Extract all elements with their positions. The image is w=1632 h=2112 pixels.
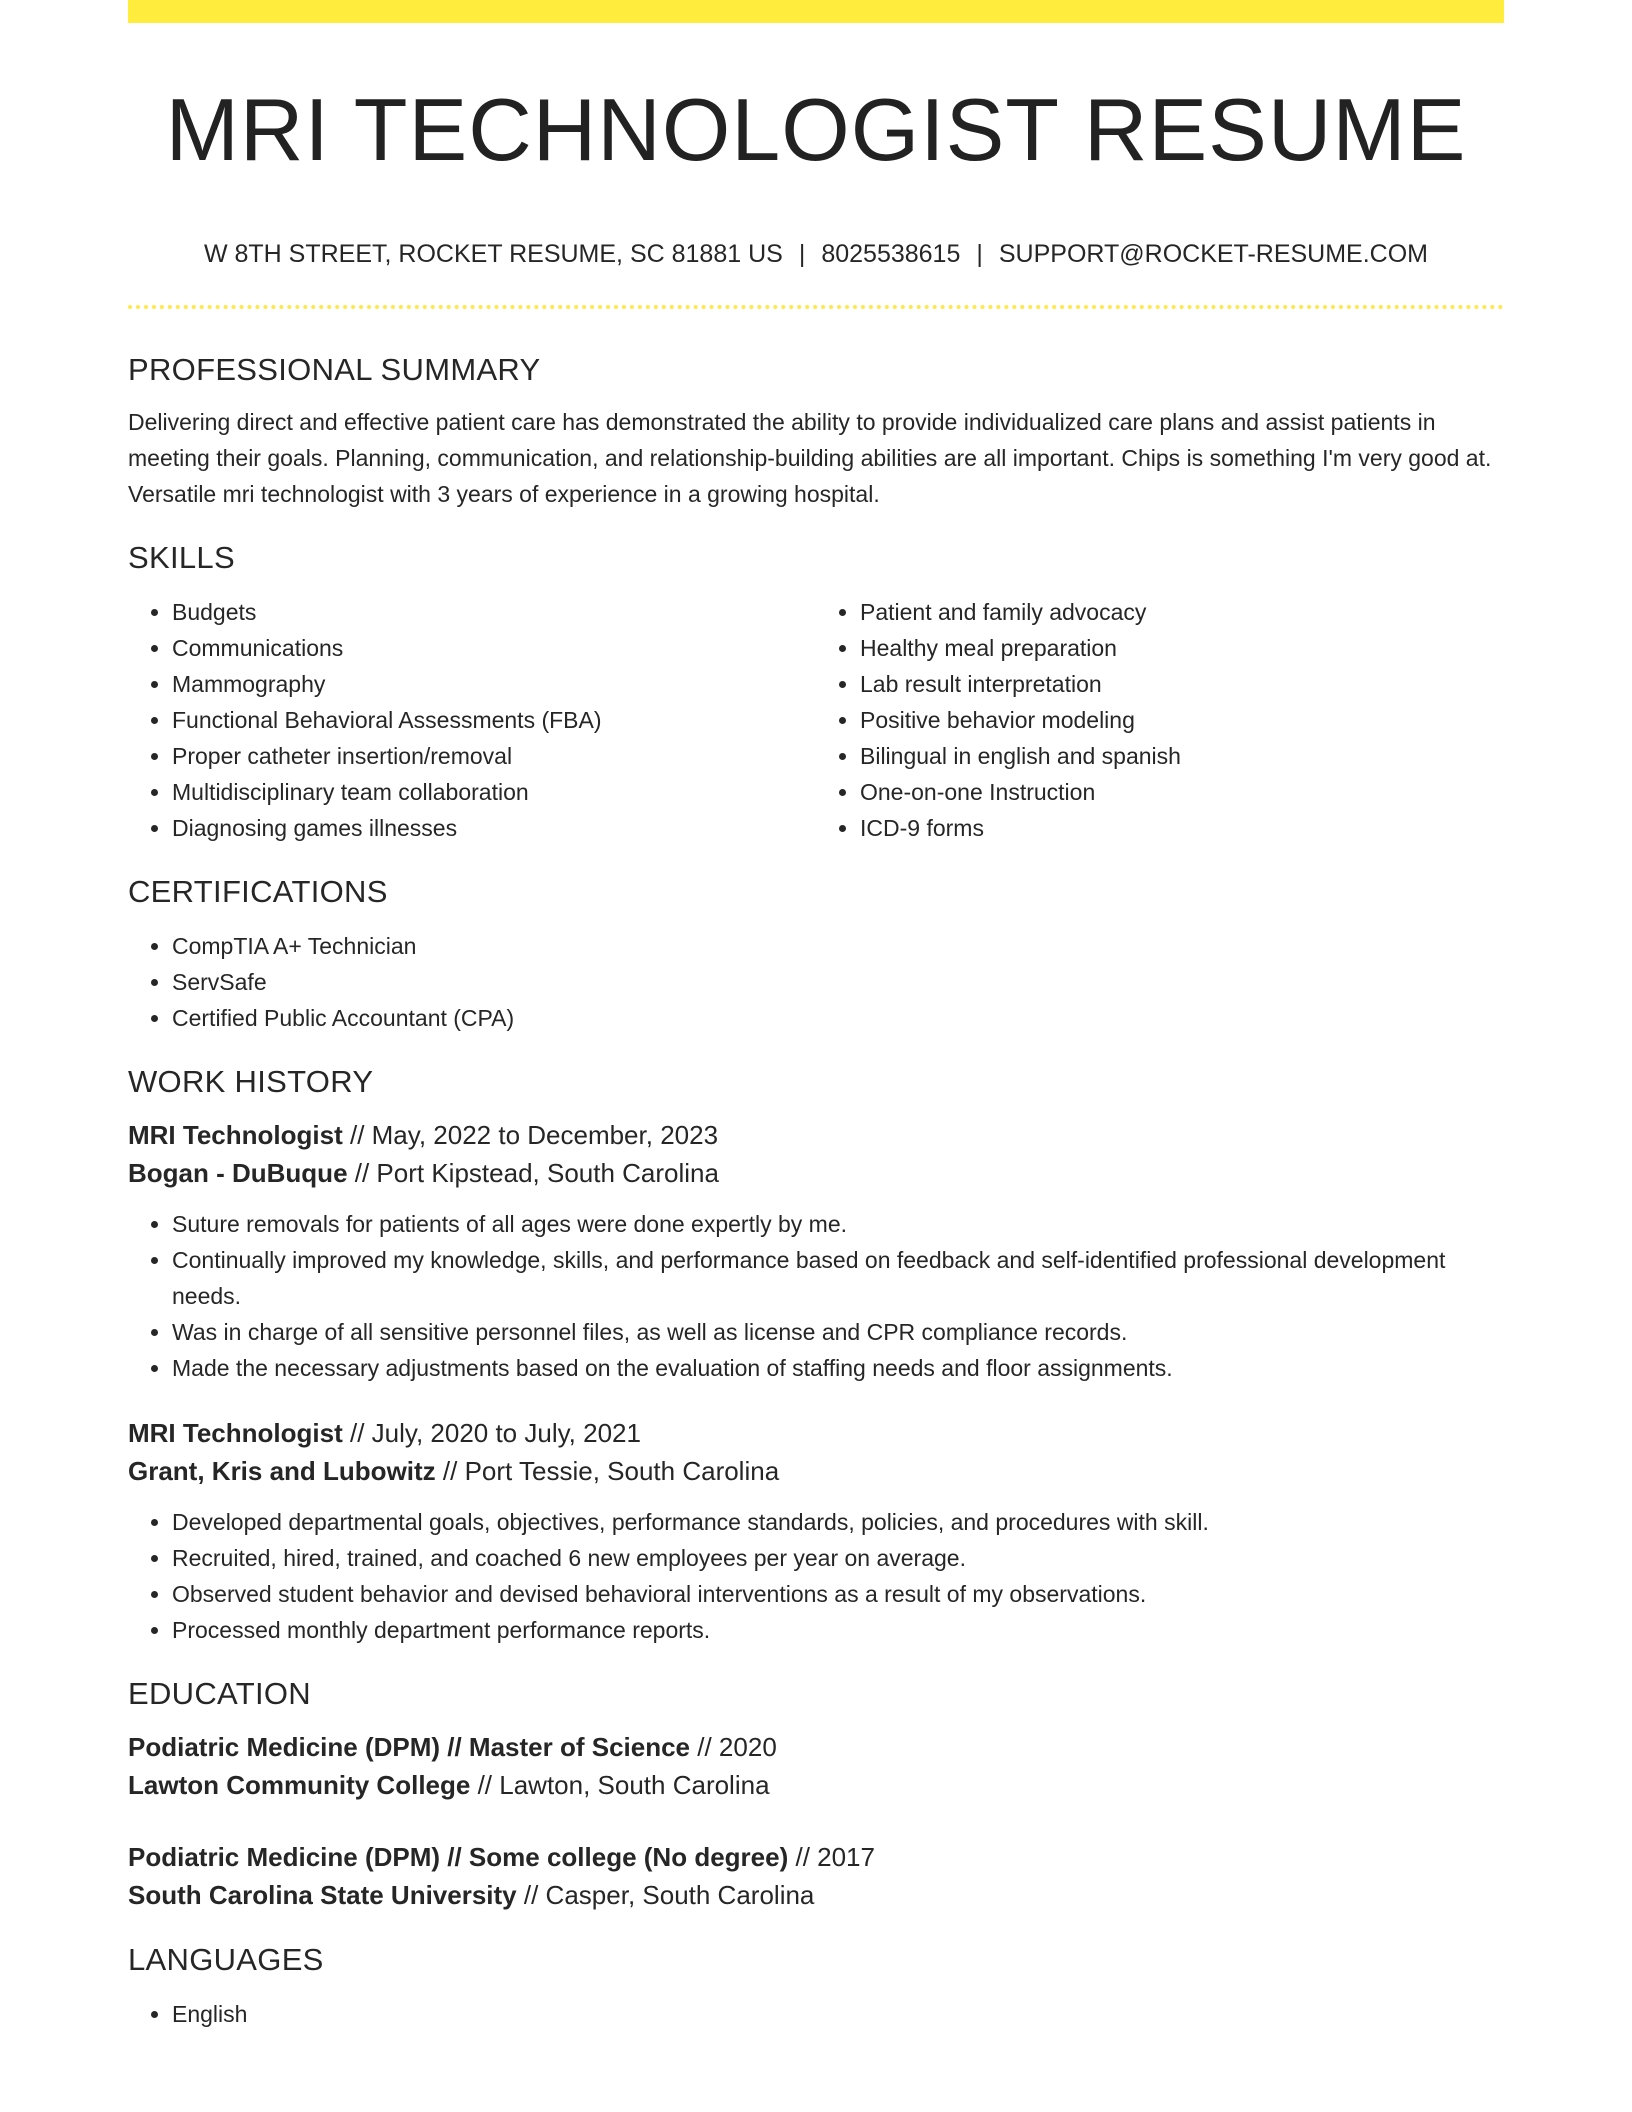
skill-item: • Patient and family advocacy xyxy=(860,594,1504,630)
contact-separator: | xyxy=(798,240,806,268)
skill-item: • Budgets xyxy=(172,594,816,630)
certifications-list xyxy=(128,928,1504,1036)
education-degree-line xyxy=(128,1728,1504,1766)
language-item: • English xyxy=(172,1996,1504,2032)
skills-list-left xyxy=(128,594,816,846)
summary-section xyxy=(128,348,1504,512)
skill-item: • One-on-one Instruction xyxy=(860,774,1504,810)
skill-item: • Communications xyxy=(172,630,816,666)
education-section xyxy=(128,1672,1504,1914)
page-title: MRI TECHNOLOGIST RESUME xyxy=(165,80,1467,179)
languages-list xyxy=(128,1996,1504,2032)
job-bullet: • Suture removals for patients of all ages were done expertly by me. xyxy=(172,1206,1504,1242)
certification-item: • ServSafe xyxy=(172,964,1504,1000)
job-entry xyxy=(128,1116,1504,1386)
job-bullet: • Made the necessary adjustments based on the evaluation of staffing needs and floor assignments. xyxy=(172,1350,1504,1386)
education-location: // Casper, South Carolina xyxy=(523,1880,815,1910)
skill-item: • Bilingual in english and spanish xyxy=(860,738,1504,774)
skill-item: • Proper catheter insertion/removal xyxy=(172,738,816,774)
job-bullet: • Recruited, hired, trained, and coached 6 new employees per year on average. xyxy=(172,1540,1504,1576)
contact-line xyxy=(128,236,1504,272)
section-heading: CERTIFICATIONS xyxy=(128,874,388,909)
skill-item: • Diagnosing games illnesses xyxy=(172,810,816,846)
education-entry xyxy=(128,1838,1504,1914)
section-heading: LANGUAGES xyxy=(128,1942,324,1977)
contact-phone: 8025538615 xyxy=(821,240,961,268)
job-company-line xyxy=(128,1154,1504,1192)
job-title: MRI Technologist xyxy=(128,1120,343,1150)
job-company-line xyxy=(128,1452,1504,1490)
skills-section xyxy=(128,536,1504,846)
education-degree: Podiatric Medicine (DPM) // Some college (No degree) xyxy=(128,1842,789,1872)
job-company: Bogan - DuBuque xyxy=(128,1158,348,1188)
education-year: // 2020 xyxy=(697,1732,777,1762)
languages-section xyxy=(128,1938,1504,2032)
job-dates: // May, 2022 to December, 2023 xyxy=(349,1120,719,1150)
certification-item: • CompTIA A+ Technician xyxy=(172,928,1504,964)
skills-list-right xyxy=(816,594,1504,846)
education-location: // Lawton, South Carolina xyxy=(477,1770,770,1800)
summary-text: Delivering direct and effective patient care has demonstrated the ability to provide individualized care plans and assist patients in meeting their goals. Planning, communication, and relationship-building abilities are all important. Chips is something I'm very good at. Versatile mri technologist with 3 years of experience in a growing hospital. xyxy=(128,409,1492,507)
skill-item: • Positive behavior modeling xyxy=(860,702,1504,738)
section-heading: WORK HISTORY xyxy=(128,1064,374,1099)
certifications-section xyxy=(128,870,1504,1036)
work-history-section xyxy=(128,1060,1504,1648)
job-bullet: • Processed monthly department performance reports. xyxy=(172,1612,1504,1648)
job-bullet: • Was in charge of all sensitive personnel files, as well as license and CPR compliance records. xyxy=(172,1314,1504,1350)
job-bullets xyxy=(128,1504,1504,1648)
job-location: // Port Kipstead, South Carolina xyxy=(354,1158,719,1188)
job-title: MRI Technologist xyxy=(128,1418,343,1448)
job-bullet: • Observed student behavior and devised behavioral interventions as a result of my observations. xyxy=(172,1576,1504,1612)
skill-item: • Lab result interpretation xyxy=(860,666,1504,702)
skill-item: • ICD-9 forms xyxy=(860,810,1504,846)
skill-item: • Functional Behavioral Assessments (FBA) xyxy=(172,702,816,738)
dotted-divider xyxy=(128,305,1504,309)
accent-bar xyxy=(128,0,1504,23)
education-entry xyxy=(128,1728,1504,1804)
contact-email: SUPPORT@ROCKET-RESUME.COM xyxy=(998,240,1429,268)
job-location: // Port Tessie, South Carolina xyxy=(442,1456,780,1486)
education-school: Lawton Community College xyxy=(128,1770,471,1800)
education-school-line xyxy=(128,1766,1504,1804)
skill-item: • Healthy meal preparation xyxy=(860,630,1504,666)
skills-grid xyxy=(128,594,1504,846)
job-bullet: • Developed departmental goals, objectives, performance standards, policies, and procedures with skill. xyxy=(172,1504,1504,1540)
certification-item: • Certified Public Accountant (CPA) xyxy=(172,1000,1504,1036)
job-entry xyxy=(128,1414,1504,1648)
education-school-line xyxy=(128,1876,1504,1914)
section-heading: EDUCATION xyxy=(128,1676,311,1711)
contact-separator: | xyxy=(976,240,983,268)
contact-address: W 8TH STREET, ROCKET RESUME, SC 81881 US xyxy=(203,240,783,268)
job-bullet: • Continually improved my knowledge, skills, and performance based on feedback and self-identified professional development needs. xyxy=(172,1242,1504,1314)
job-company: Grant, Kris and Lubowitz xyxy=(128,1456,436,1486)
education-school: South Carolina State University xyxy=(128,1880,517,1910)
section-heading: SKILLS xyxy=(128,540,235,575)
job-title-line xyxy=(128,1414,1504,1452)
job-dates: // July, 2020 to July, 2021 xyxy=(349,1418,641,1448)
job-title-line xyxy=(128,1116,1504,1154)
resume-content xyxy=(128,348,1504,2032)
education-degree-line xyxy=(128,1838,1504,1876)
education-year: // 2017 xyxy=(795,1842,875,1872)
job-bullets xyxy=(128,1206,1504,1386)
skill-item: • Mammography xyxy=(172,666,816,702)
section-heading: PROFESSIONAL SUMMARY xyxy=(128,352,541,387)
skill-item: • Multidisciplinary team collaboration xyxy=(172,774,816,810)
education-degree: Podiatric Medicine (DPM) // Master of Science xyxy=(128,1732,691,1762)
